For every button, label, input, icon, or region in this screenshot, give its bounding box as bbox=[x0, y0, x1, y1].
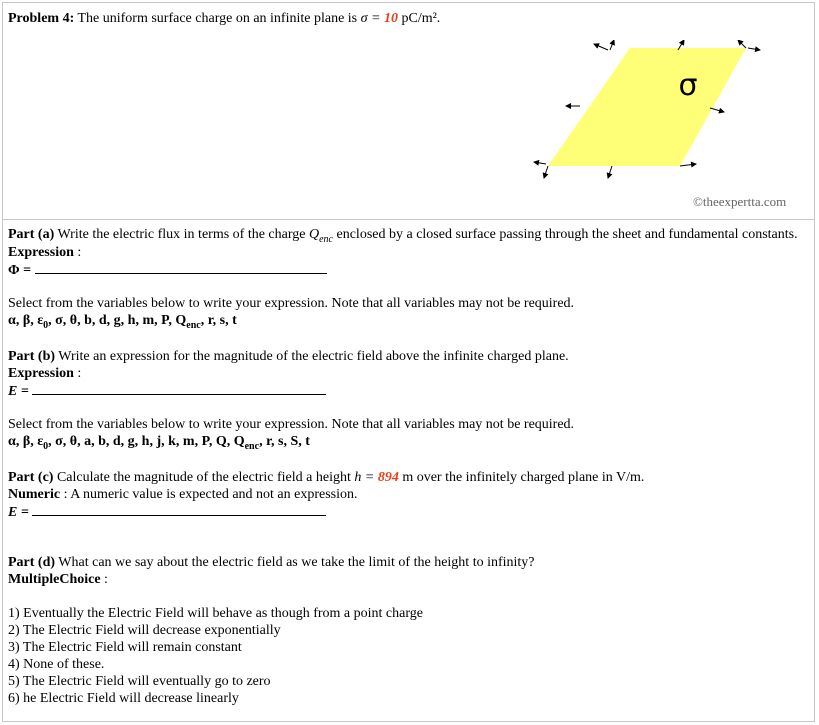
part-d-type bbox=[8, 571, 108, 588]
choice-option[interactable]: 4) None of these. bbox=[8, 657, 105, 672]
part-a-question bbox=[8, 226, 798, 248]
part-b-type-label: Expression bbox=[8, 366, 74, 381]
sigma-value: 10 bbox=[383, 11, 398, 26]
part-c-type-sep: : A numeric value is expected and not an expression. bbox=[60, 487, 358, 502]
part-c-answer-field[interactable] bbox=[32, 503, 326, 516]
q-enc-sub: enc bbox=[319, 233, 333, 245]
part-a-vars-intro: Select from the variables below to write your expression. Note that all variables may not be required. bbox=[8, 296, 575, 311]
part-d-question bbox=[8, 554, 535, 571]
part-b-answer-label: E = bbox=[8, 384, 33, 399]
part-c-type bbox=[8, 486, 358, 503]
choice-option[interactable]: 3) The Electric Field will remain constant bbox=[8, 640, 242, 655]
part-a-answer bbox=[8, 261, 327, 279]
charged-plane bbox=[548, 48, 746, 166]
part-d-text: What can we say about the electric field as we take the limit of the height to infinity? bbox=[55, 555, 535, 570]
part-a-answer-field[interactable] bbox=[35, 261, 327, 274]
part-a-type bbox=[8, 244, 81, 261]
part-c-text: Calculate the magnitude of the electric field a height bbox=[53, 470, 355, 485]
part-b-answer-field[interactable] bbox=[32, 382, 326, 395]
part-b-vars-sub1: enc bbox=[244, 440, 260, 452]
part-b-type bbox=[8, 365, 81, 382]
choice-option[interactable]: 6) he Electric Field will decrease linearly bbox=[8, 691, 239, 706]
part-a-vars-sub1: enc bbox=[186, 319, 201, 331]
sigma-unit: pC/m². bbox=[397, 11, 441, 26]
part-a-vars bbox=[8, 312, 237, 334]
choice-option[interactable]: 1) Eventually the Electric Field will behave as though from a point charge bbox=[8, 606, 423, 621]
charged-plane-figure bbox=[528, 40, 778, 185]
choice-option[interactable]: 5) The Electric Field will eventually go to zero bbox=[8, 674, 271, 689]
part-a-vars-2: , σ, θ, b, d, g, h, m, P, Q bbox=[48, 313, 187, 328]
part-c-answer bbox=[8, 503, 326, 521]
part-c-question bbox=[8, 469, 644, 486]
h-value: 894 bbox=[377, 470, 399, 485]
h-expr: h = bbox=[354, 470, 378, 485]
part-a-text-after: enclosed by a closed surface passing through the sheet and fundamental constants. bbox=[333, 227, 798, 242]
part-a-vars-sub0: 0 bbox=[43, 319, 49, 331]
part-a-answer-label: Φ = bbox=[8, 263, 35, 278]
part-a-vars-3: , r, s, t bbox=[200, 313, 237, 328]
part-a-type-label: Expression bbox=[8, 245, 74, 260]
problem-statement bbox=[8, 10, 440, 27]
section-divider bbox=[2, 219, 815, 220]
q-enc: Q bbox=[308, 227, 320, 242]
problem-label: Problem 4: bbox=[8, 11, 75, 26]
part-d-label: Part (d) bbox=[8, 555, 56, 570]
part-a-vars-1: α, β, ε bbox=[8, 313, 44, 328]
part-b-type-sep: : bbox=[73, 366, 82, 381]
choice-option[interactable]: 2) The Electric Field will decrease exponentially bbox=[8, 623, 281, 638]
part-b-vars-2: , σ, θ, a, b, d, g, h, j, k, m, P, Q, Q bbox=[48, 434, 245, 449]
part-b-vars-1: α, β, ε bbox=[8, 434, 44, 449]
part-b-vars-sub0: 0 bbox=[43, 440, 49, 452]
part-c-label: Part (c) bbox=[8, 470, 54, 485]
part-c-type-label: Numeric bbox=[8, 487, 61, 502]
sigma-symbol: σ bbox=[678, 68, 698, 103]
figure-credit: ©theexpertta.com bbox=[693, 194, 787, 209]
part-b-answer bbox=[8, 382, 326, 400]
part-b-vars-3: , r, s, S, t bbox=[259, 434, 310, 449]
part-a-label: Part (a) bbox=[8, 227, 55, 242]
part-b-vars-intro: Select from the variables below to write your expression. Note that all variables may not be required. bbox=[8, 417, 575, 432]
part-d-type-sep: : bbox=[100, 572, 108, 587]
part-b-text: Write an expression for the magnitude of the electric field above the infinite charged plane. bbox=[55, 349, 569, 364]
part-d-type-label: MultipleChoice bbox=[8, 572, 101, 587]
problem-text: The uniform surface charge on an infinite plane is bbox=[77, 11, 361, 26]
part-b-label: Part (b) bbox=[8, 349, 56, 364]
part-c-answer-label: E = bbox=[8, 505, 33, 520]
part-a-type-sep: : bbox=[73, 245, 82, 260]
part-a-text: Write the electric flux in terms of the charge bbox=[54, 227, 309, 242]
part-c-text-after: m over the infinitely charged plane in V/m. bbox=[398, 470, 645, 485]
part-b-question bbox=[8, 348, 569, 365]
part-b-vars bbox=[8, 433, 310, 455]
sigma-expr: σ = bbox=[360, 11, 384, 26]
